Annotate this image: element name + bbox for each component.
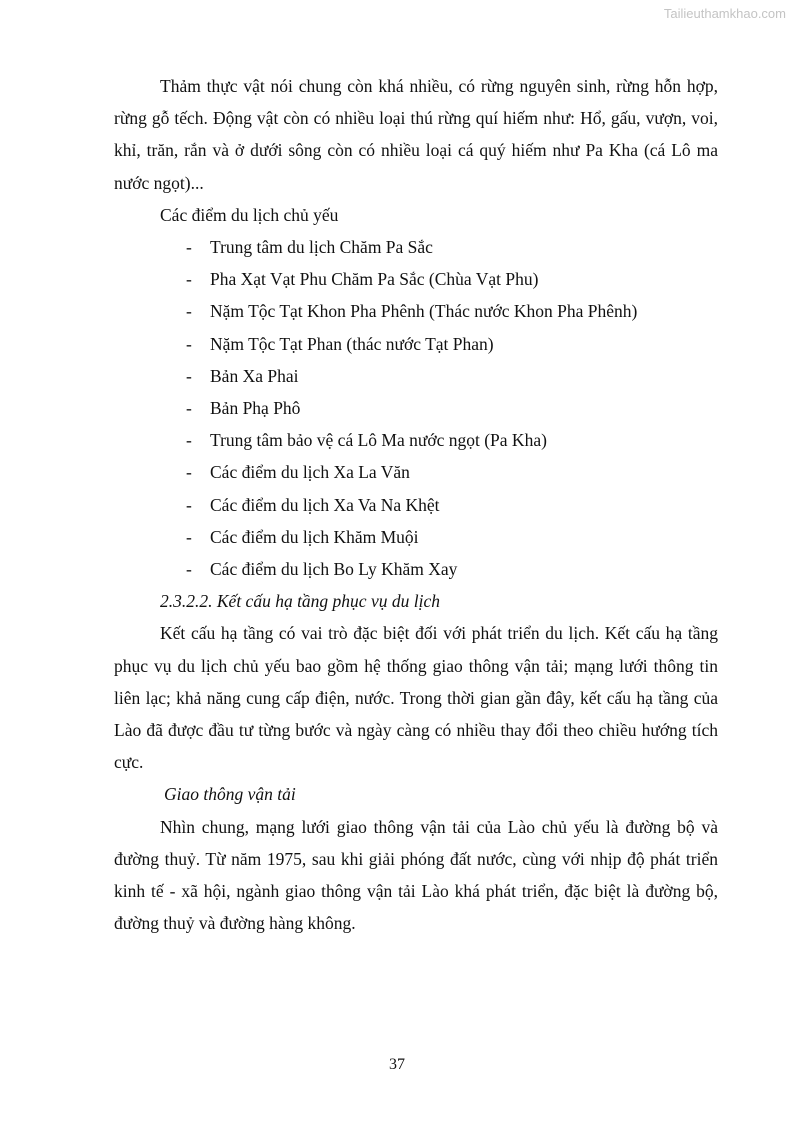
list-item [114,553,718,585]
list-item [114,489,718,521]
watermark: Tailieuthamkhao.com [663,6,786,21]
list-item [114,231,718,263]
list-item-text: Pha Xạt Vạt Phu Chăm Pa Sắc (Chùa Vạt Phu) [210,269,539,290]
list-item [114,360,718,392]
list-item-text: Các điểm du lịch Khăm Muội [210,526,419,547]
bullet-dash: - [186,462,192,483]
section-heading: 2.3.2.2. Kết cấu hạ tầng phục vụ du lịch [160,591,440,612]
list-item [114,392,718,424]
paragraph-infrastructure: Kết cấu hạ tầng có vai trò đặc biệt đối với phát triển du lịch. Kết cấu hạ tầng phục vụ du lịch chủ yếu bao gồm hệ thống giao thông vận tải; mạng lưới thông tin liên lạc; khả năng cung cấp điện, nước. Trong thời gian gần đây, kết cấu hạ tầng của Lào đã được đầu tư từng bước và ngày càng có nhiều thay đổi theo chiều hướng tích cực. [114,623,718,773]
list-item-text: Nặm Tộc Tạt Khon Pha Phênh (Thác nước Khon Pha Phênh) [210,301,638,322]
tourist-sites-list [114,231,718,585]
list-item-text: Bản Xa Phai [210,365,299,386]
list-item [114,424,718,456]
page-number: 37 [389,1056,405,1073]
list-item [114,263,718,295]
bullet-dash: - [186,237,192,258]
subheading-transport: Giao thông vận tải [164,784,296,805]
list-item [114,456,718,488]
bullet-dash: - [186,398,192,419]
list-item-text: Trung tâm bảo vệ cá Lô Ma nước ngọt (Pa Kha) [210,430,547,451]
bullet-dash: - [186,430,192,451]
bullet-dash: - [186,526,192,547]
list-item-text: Trung tâm du lịch Chăm Pa Sắc [210,237,433,258]
paragraph-flora-fauna: Thảm thực vật nói chung còn khá nhiều, có rừng nguyên sinh, rừng hỗn hợp, rừng gỗ tếch. Động vật còn có nhiều loại thú rừng quí hiếm như: Hổ, gấu, vượn, voi, khỉ, trăn, rắn và ở dưới sông còn có nhiều loại cá quý hiếm như Pa Kha (cá Lô ma nước ngọt)... [114,76,718,193]
list-item-text: Nặm Tộc Tạt Phan (thác nước Tạt Phan) [210,333,494,354]
bullet-dash: - [186,333,192,354]
list-item-text: Các điểm du lịch Xa La Văn [210,462,410,483]
list-intro: Các điểm du lịch chủ yếu [160,204,339,225]
bullet-dash: - [186,301,192,322]
bullet-dash: - [186,365,192,386]
list-item-text: Các điểm du lịch Xa Va Na Khệt [210,494,440,515]
bullet-dash: - [186,269,192,290]
list-item-text: Các điểm du lịch Bo Ly Khăm Xay [210,559,458,580]
bullet-dash: - [186,559,192,580]
list-item-text: Bản Phạ Phô [210,398,301,419]
list-item [114,521,718,553]
paragraph-transport: Nhìn chung, mạng lưới giao thông vận tải của Lào chủ yếu là đường bộ và đường thuỷ. Từ năm 1975, sau khi giải phóng đất nước, cùng với nhịp độ phát triển kinh tế - xã hội, ngành giao thông vận tải Lào khá phát triển, đặc biệt là đường bộ, đường thuỷ và đường hàng không. [114,816,718,934]
bullet-dash: - [186,494,192,515]
list-item [114,295,718,327]
page-body [114,70,718,939]
list-item [114,328,718,360]
